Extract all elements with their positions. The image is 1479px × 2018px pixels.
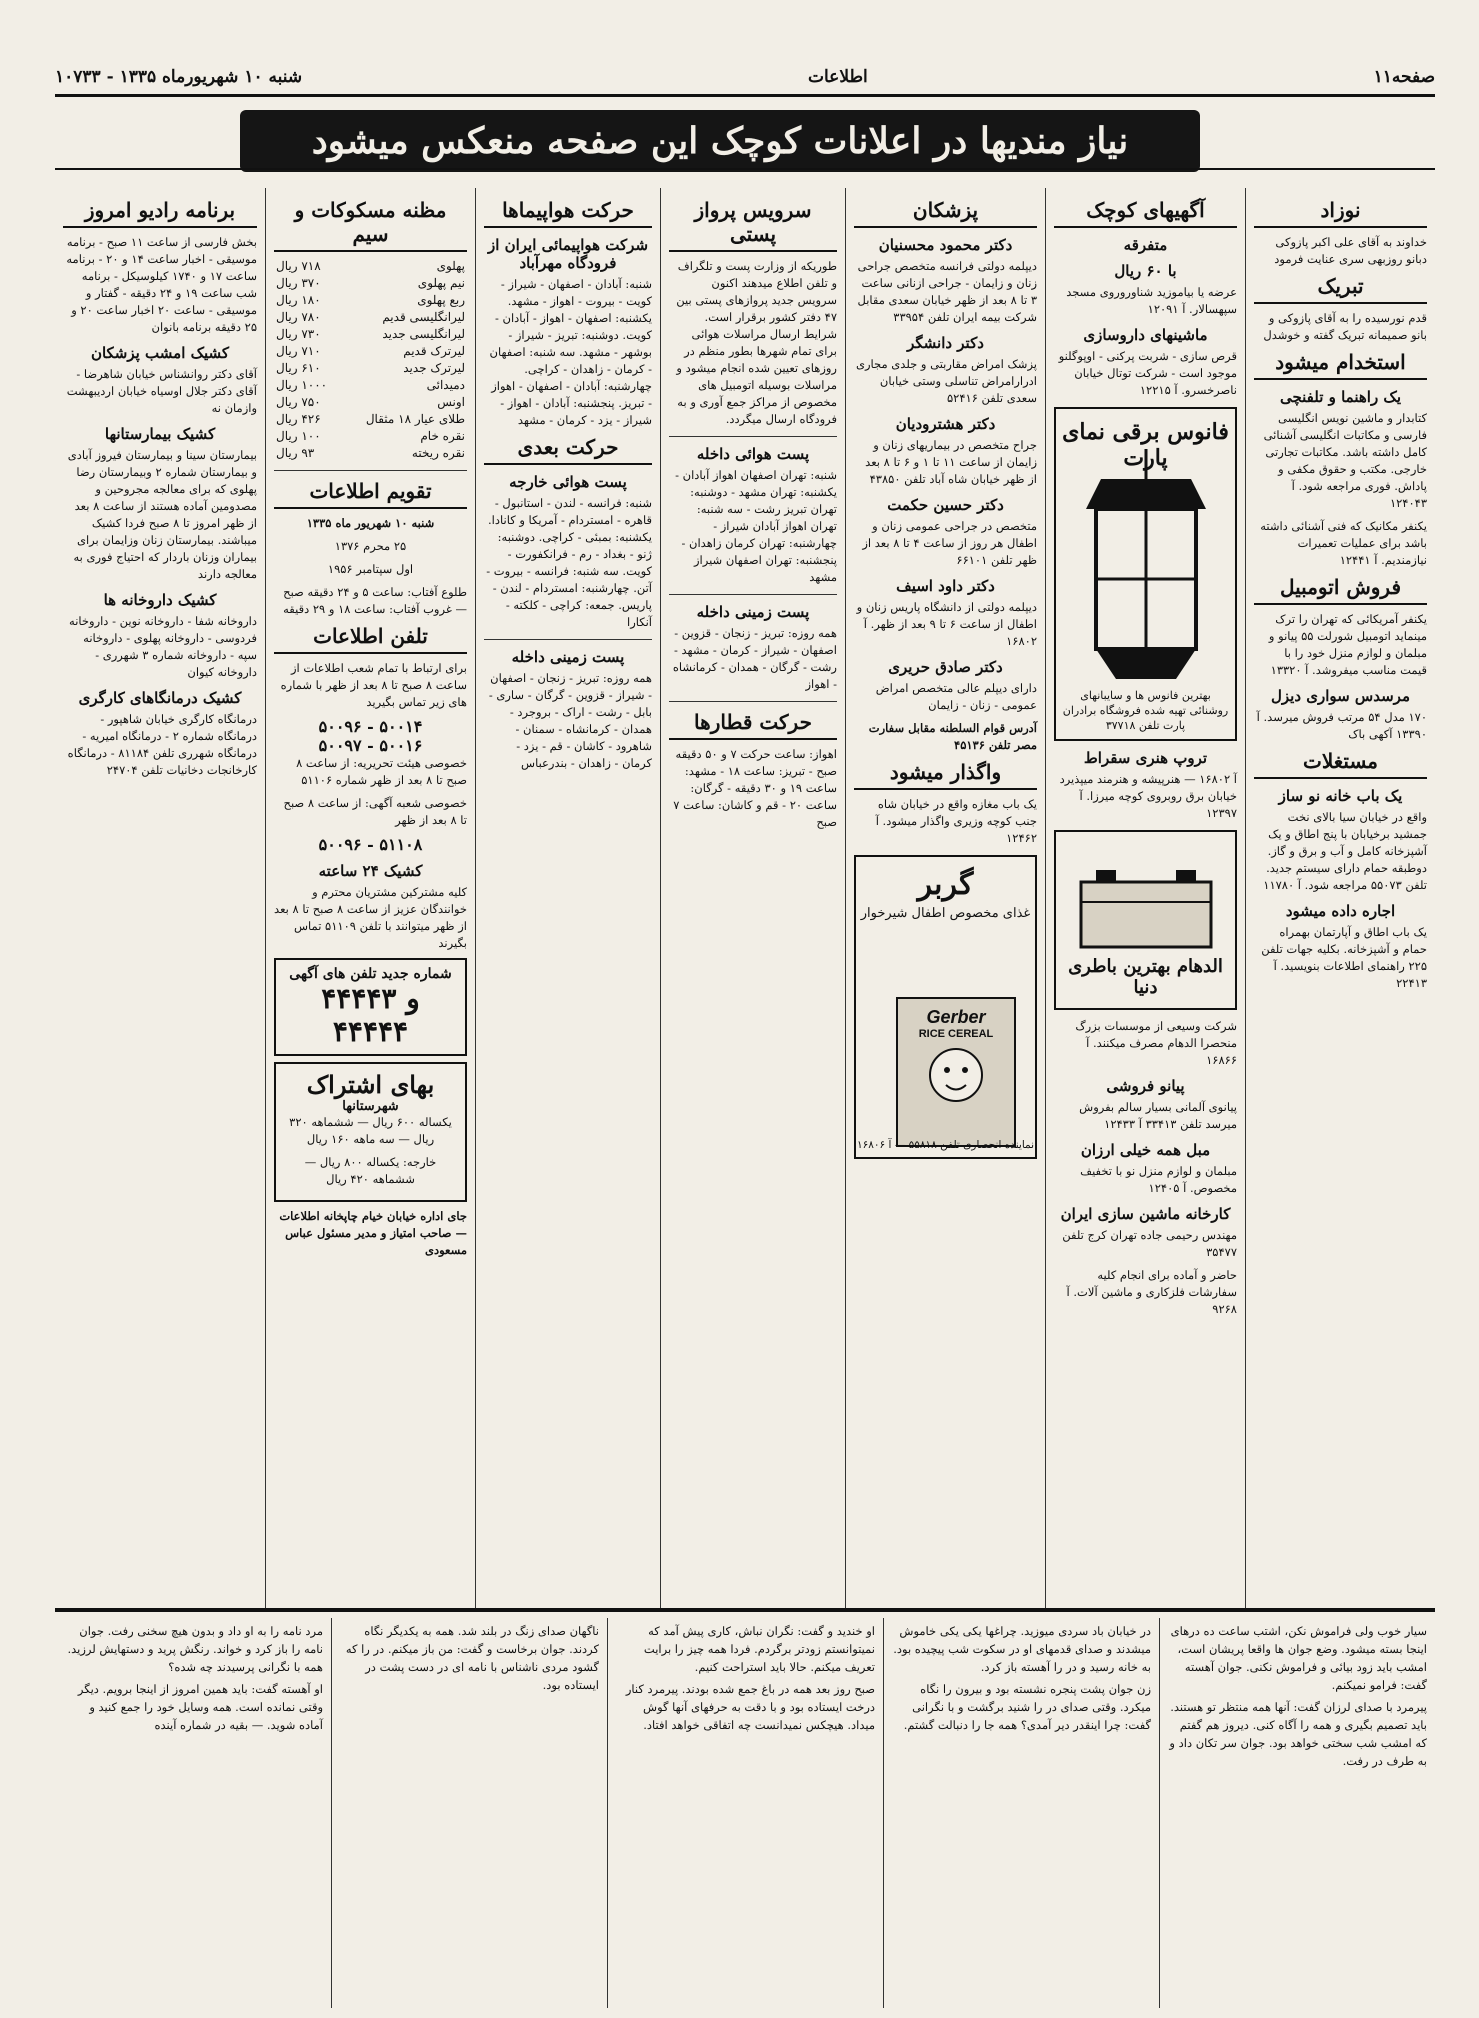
section-title-small-ads: آگهیهای کوچک bbox=[1054, 198, 1237, 228]
calendar-sun-times: طلوع آفتاب: ساعت ۵ و ۲۴ دقیقه صبح — غروب آفتاب: ساعت ۱۸ و ۲۹ دقیقه bbox=[283, 585, 467, 616]
story-paragraph: سیار خوب ولی فراموش نکن، اشتب ساعت ده درهای اینجا بسته میشود. وضع جوان ها واقعا پریشان است، امشب باید زود بیائی و فراموش نکنی. جوان آهسته گفت: فرامو نمیکنم. bbox=[1170, 1624, 1427, 1692]
battery-ad-title: الدهام بهترین باطری دنیا bbox=[1068, 956, 1223, 998]
coin-rate-label: نقره خام bbox=[420, 429, 465, 443]
section-title-coin-rates: مظنه مسکوکات و سیم bbox=[274, 198, 467, 252]
gerber-product: RICE CEREAL bbox=[918, 1028, 994, 1040]
coin-rate-label: نیم پهلوی bbox=[417, 276, 465, 290]
coin-rate-row bbox=[274, 445, 467, 462]
story-paragraph: زن جوان پشت پنجره نشسته بود و بیرون را نگاه میکرد. وقتی صدای در را شنید برگشت و با نگرانی گفت: چرا اینقدر دیر آمدی؟ همه جا را دنبالت گشتم. bbox=[903, 1682, 1151, 1732]
car-sale-text: یکنفر آمریکائی که تهران را ترک مینماید اتومبیل شورلت ۵۵ پیانو و مبلمان و لوازم منزل خود را با قیمت مناسب میفروشد. آ ۱۳۳۲۰ bbox=[1268, 612, 1427, 677]
section-title-congrats: تبریک bbox=[1254, 274, 1427, 304]
story-column-1 bbox=[1159, 1618, 1435, 2008]
coin-rate-row bbox=[274, 377, 467, 394]
battery-ad-text: شرکت وسیعی از موسسات بزرگ منحصرا الدهام مصرف میکنند. آ ۱۶۸۶۶ bbox=[1075, 1019, 1237, 1067]
land-mail-text-2: همه روزه: تبریز - زنجان - اصفهان - شیراز - قزوین - گرگان - ساری - بابل - رشت - اراک - بروجرد - همدان - کرمانشاه - سمنان - شاهرود - کاشان - قم - یزد - کرمان - زاهدان - بندرعباس bbox=[488, 671, 652, 770]
section-title-employment: استخدام میشود bbox=[1254, 350, 1427, 380]
page-number: صفحه۱۱ bbox=[1373, 67, 1435, 87]
coin-rate-value: ۷۱۸ ریال bbox=[276, 259, 321, 273]
section-title-doctors: پزشکان bbox=[854, 198, 1037, 228]
classified-banner: نیاز مندیها در اعلانات کوچک این صفحه منعکس میشود bbox=[240, 110, 1200, 172]
story-column-4 bbox=[331, 1618, 607, 2008]
ad-phones-heading: شماره جدید تلفن های آگهی bbox=[289, 966, 452, 982]
section-title-transfer: واگذار میشود bbox=[854, 760, 1037, 790]
land-mail-text: همه روزه: تبریز - زنجان - قزوین - اصفهان - شیراز - کرمان - مشهد - رشت - گرگان - همدان - کرمانشاه - اهواز bbox=[672, 626, 837, 691]
calendar-gregorian: اول سپتامبر ۱۹۵۶ bbox=[327, 562, 414, 576]
doctor-text: دیپلمه دولتی فرانسه متخصص جراحی زنان و زایمان - جراحی ازنانی ساعت ۳ تا ۸ بعد از ظهر خیابان سعدی مقابل شرکت بیمه ایران تلفن ۳۳۹۵۴ bbox=[857, 259, 1037, 324]
column-rates-calendar bbox=[265, 188, 475, 1608]
coin-rate-value: ۶۱۰ ریال bbox=[276, 361, 321, 375]
coin-rate-row bbox=[274, 258, 467, 275]
coin-rate-value: ۱۸۰ ریال bbox=[276, 293, 321, 307]
congrats-text: قدم نورسیده را به آقای پازوکی و بانو صمیمانه تبریک گفته و خوشدل bbox=[1263, 311, 1427, 342]
furniture-text: مبلمان و لوازم منزل نو با تخفیف مخصوص. آ ۱۲۴۰۵ bbox=[1080, 1164, 1237, 1195]
births-text: خداوند به آقای علی اکبر پازوکی دبانو روزبهی سری عنایت فرمود bbox=[1274, 235, 1427, 266]
rent-text: یک باب اطاق و آپارتمان بهمراه حمام و آشپزخانه. بکلیه جهات تلفن ۲۲۵ راهنمای اطلاعات بنویسید. آ ۲۲۴۱۳ bbox=[1261, 925, 1427, 990]
pharmacies-on-call-heading: کشیک داروخانه ها bbox=[103, 591, 217, 609]
subscription-subheading: شهرستانها bbox=[342, 1099, 399, 1114]
phone-numbers-1: ۵۰۰۹۶ - ۵۰۰۱۴ bbox=[318, 717, 423, 736]
phone-numbers-3: ۵۰۰۹۶ - ۵۱۱۰۸ bbox=[318, 835, 423, 854]
land-mail-heading: پست زمینی داخله bbox=[696, 603, 810, 621]
piano-text: پیانوی آلمانی بسیار سالم بفروش میرسد تلفن ۳۳۴۱۳ آ ۱۲۴۳۳ bbox=[1079, 1100, 1237, 1131]
factory-heading: کارخانه ماشین سازی ایران bbox=[1060, 1205, 1231, 1223]
rent-heading: اجاره داده میشود bbox=[1285, 902, 1396, 920]
doctor-text: دارای دیپلم عالی متخصص امراض عمومی - زنان - زایمان bbox=[875, 681, 1037, 712]
foreign-air-mail-heading: پست هوائی خارجه bbox=[509, 473, 627, 491]
story-paragraph: او خندید و گفت: نگران نباش، کاری پیش آمد که نمیتوانستم زودتر برگردم. فردا همه چیز را برایت تعریف میکنم. حالا باید استراحت کنیم. bbox=[643, 1624, 875, 1674]
coin-rate-row bbox=[274, 309, 467, 326]
furniture-heading: مبل همه خیلی ارزان bbox=[1080, 1141, 1211, 1159]
coin-rate-value: ۳۷۰ ریال bbox=[276, 276, 321, 290]
coin-rate-label: لیرانگلیسی قدیم bbox=[382, 310, 465, 324]
misc-text: عرضه یا بیاموزید شناوروروی مسجد سپهسالار. آ ۱۲۰۹۱ bbox=[1066, 285, 1237, 316]
employment-text: کتابدار و ماشین نویس انگلیسی فارسی و مکاتبات انگلیسی آشنائی کامل داشته باشد. مکاتبات تجارتی خارجی. مکتب و حقوق مکفی و پاداش. فوری مراجعه شود. آ ۱۲۴۰۴۳ bbox=[1263, 411, 1427, 510]
phones-text-3: خصوصی شعبه آگهی: از ساعت ۸ صبح تا ۸ بعد از ظهر bbox=[283, 796, 467, 827]
coin-rate-label: لیرترک قدیم bbox=[403, 344, 465, 358]
price-heading: با ۶۰ ریال bbox=[1114, 262, 1177, 280]
story-paragraph: در خیابان باد سردی میوزید. چراغها یکی یکی خاموش میشدند و صدای قدمهای او در سکوت شب پیچیده بود. به خانه رسید و در را آهسته باز کرد. bbox=[893, 1624, 1151, 1674]
gerber-note: نماینده انحصاری تلفن ۵۵۸۱۸ — آ ۱۶۸۰۶ bbox=[856, 1139, 1035, 1151]
column-births-ads bbox=[1245, 188, 1435, 1608]
newspaper-name: اطلاعات bbox=[808, 67, 868, 87]
doctor-name: دکتر محمود محسنیان bbox=[878, 236, 1013, 254]
coin-rate-label: نقره ریخته bbox=[411, 446, 465, 460]
story-column-3 bbox=[607, 1618, 883, 2008]
postal-text: طوریکه از وزارت پست و تلگراف و تلفن اطلاع میدهند اکنون سرویس جدید پروازهای پستی بین ۴۷ دفتر کشور برقرار است. شرایط ارسال مراسلات هوائی برای تمام شهرها بطور منظم در روزهای تعیین شده انجام میشود و مراسلات بوسیله اتومبیل های مخصوص از مراکز جمع آوری و به فرودگاه ارسال میگردد. bbox=[676, 259, 837, 426]
column-radio-services bbox=[55, 188, 265, 1608]
column-postal bbox=[660, 188, 845, 1608]
coin-rate-value: ۷۵۰ ریال bbox=[276, 395, 321, 409]
coin-rate-value: ۷۳۰ ریال bbox=[276, 327, 321, 341]
section-title-flights: حرکت هواپیماها bbox=[484, 198, 652, 228]
factory-text-2: حاضر و آماده برای انجام کلیه سفارشات فلزکاری و ماشین آلات. آ ۹۲۶۸ bbox=[1066, 1268, 1237, 1316]
theater-heading: تروپ هنری سقراط bbox=[1083, 749, 1208, 767]
service-24h-text: کلیه مشترکین مشتریان محترم و خوانندگان عزیز از ساعت ۸ صبح تا ۸ بعد از ظهر میتوانند با تلفن ۵۱۱۰۹ تماس بگیرند bbox=[274, 885, 467, 950]
section-title-phones: تلفن اطلاعات bbox=[274, 624, 467, 654]
phones-text: برای ارتباط با تمام شعب اطلاعات از ساعت ۸ صبح تا ۸ بعد از ظهر با شماره های زیر تماس بگیرید bbox=[280, 661, 467, 709]
coin-rate-label: لیرانگلیسی جدید bbox=[382, 327, 465, 341]
mercedes-text: ۱۷۰ مدل ۵۴ مرتب فروش میرسد. آ ۱۳۳۹۰ آکهی باک bbox=[1256, 710, 1427, 741]
coin-rate-label: پهلوی bbox=[436, 259, 465, 273]
lamp-ad-subtitle: بهترین فانوس ها و سایبانهای روشنائی تهیه شده فروشگاه برادران پارت تلفن ۳۷۷۱۸ bbox=[1062, 689, 1229, 732]
banner-divider bbox=[55, 168, 1435, 170]
doctor-address: آدرس قوام السلطنه مقابل سفارت مصر تلفن ۴۵۱۳۶ bbox=[868, 721, 1037, 752]
cereal-box-image bbox=[896, 997, 1016, 1147]
battery-advertisement bbox=[1054, 830, 1237, 1010]
column-small-ads bbox=[1045, 188, 1245, 1608]
domestic-air-mail-heading: پست هوائی داخله bbox=[696, 445, 810, 463]
misc-heading: متفرقه bbox=[1123, 236, 1168, 254]
radio-text: بخش فارسی از ساعت ۱۱ صبح - برنامه موسیقی - اخبار ساعت ۱۴ و ۲۰ - برنامه ساعت ۱۷ و ۱۷۴۰ کیلوسیکل - برنامه شب ساعت ۱۹ و ۲۴ دقیقه - گفتار و موسیقی - ساعت ۲۰ اخبار ساعت ۲۰ و ۲۵ دقیقه برنامه بانوان bbox=[66, 235, 257, 334]
coin-rates-table bbox=[274, 258, 467, 462]
subscription-domestic: یکساله ۶۰۰ ریال — ششماهه ۳۲۰ ریال — سه ماهه ۱۶۰ ریال bbox=[289, 1115, 452, 1146]
calendar-lunar: ۲۵ محرم ۱۳۷۶ bbox=[334, 539, 407, 553]
doctor-text: متخصص در جراحی عمومی زنان و اطفال هر روز از ساعت ۴ تا ۸ بعد از ظهر تلفن ۶۶۱۰۱ bbox=[862, 519, 1037, 567]
coin-rate-label: ربع پهلوی bbox=[417, 293, 465, 307]
clinics-on-call-text: درمانگاه کارگری خیابان شاهپور - درمانگاه شماره ۲ - درمانگاه امیریه - درمانگاه شهرری تلفن ۸۱۱۸۴ - درمانگاه کارخانجات دخانیات تلفن ۲۴۷۰۴ bbox=[67, 712, 257, 777]
classifieds-section bbox=[55, 188, 1435, 1612]
transfer-text: یک باب مغازه واقع در خیابان شاه جنب کوچه وزیری واگذار میشود. آ ۱۲۴۶۲ bbox=[875, 797, 1037, 845]
section-title-postal: سرویس پرواز پستی bbox=[669, 198, 837, 252]
lamp-advertisement bbox=[1054, 407, 1237, 741]
trains-text: اهواز: ساعت حرکت ۷ و ۵۰ دقیقه صبح - تبریز: ساعت ۱۸ - مشهد: ساعت ۱۹ و ۳۰ دقیقه - گرگان: ساعت ۲۰ - قم و کاشان: ساعت ۷ صبح bbox=[673, 747, 837, 829]
coin-rate-row bbox=[274, 292, 467, 309]
pharmacies-on-call-text: داروخانه شفا - داروخانه نوین - داروخانه فردوسی - داروخانه پهلوی - داروخانه سپه - داروخانه شماره ۳ شهرری - داروخانه کیوان bbox=[69, 614, 257, 679]
doctors-on-call-text: آقای دکتر روانشناس خیابان شاهرضا - آقای دکتر جلال اوسیاه خیابان اردیبهشت وازمان نه bbox=[66, 367, 257, 415]
coin-rate-value: ۴۲۶ ریال bbox=[276, 412, 321, 426]
phones-text-2: خصوصی هیئت تحریریه: از ساعت ۸ صبح تا ۸ بعد از ظهر شماره ۵۱۱۰۶ bbox=[296, 756, 467, 787]
phone-numbers-2: ۵۰۰۹۷ - ۵۰۰۱۶ bbox=[318, 736, 423, 755]
coin-rate-label: لیرترک جدید bbox=[403, 361, 465, 375]
coin-rate-row bbox=[274, 428, 467, 445]
doctor-text: جراح متخصص در بیماریهای زنان و زایمان از ساعت ۱۱ تا ۱ و ۶ تا ۸ بعد از ظهر خیابان شاه آباد تلفن ۴۳۸۵۰ bbox=[865, 438, 1037, 486]
hospitals-on-call-heading: کشیک بیمارستانها bbox=[104, 425, 216, 443]
coin-rate-label: طلای عیار ۱۸ مثقال bbox=[365, 412, 465, 426]
story-paragraph: مرد نامه را به او داد و بدون هیچ سخنی رفت. جوان نامه را باز کرد و خواند. رنگش پرید و دستهایش لرزید. همه با نگرانی پرسیدند چه شده؟ bbox=[67, 1624, 323, 1674]
gerber-brand: Gerber bbox=[926, 1007, 986, 1027]
coin-rate-row bbox=[274, 343, 467, 360]
subscription-heading: بهای اشتراک bbox=[306, 1070, 435, 1099]
pharma-machines-text: قرص سازی - شربت پرکنی - اوپوگلنو موجود است - شرکت توتال خیابان ناصرخسرو. آ ۱۲۲۱۵ bbox=[1058, 349, 1237, 397]
domestic-air-mail-text: شنبه: تهران اصفهان اهواز آبادان - یکشنبه: تهران مشهد - دوشنبه: تهران تبریز رشت - سه شنبه: تهران اهواز آبادان شیراز - چهارشنبه: تهران کرمان زاهدان - پنجشنبه: تهران اصفهان شیراز مشهد bbox=[675, 468, 837, 584]
coin-rate-row bbox=[274, 360, 467, 377]
story-paragraph: پیرمرد با صدای لرزان گفت: آنها همه منتظر تو هستند. باید تصمیم بگیری و همه را آگاه کنی. دیروز هم گفتم که امشب شب سختی خواهد بود. جوان سر تکان داد و به طرف در رفت. bbox=[1169, 1700, 1427, 1768]
employment-heading: یک راهنما و تلفنچی bbox=[1279, 388, 1402, 406]
gerber-advertisement bbox=[854, 855, 1037, 1159]
gerber-ad-title: گربر bbox=[917, 867, 974, 902]
airline-heading: شرکت هواپیمائی ایران از فرودگاه مهرآباد bbox=[487, 236, 649, 272]
doctor-text: دیپلمه دولتی از دانشگاه پاریس زنان و اطفال از ساعت ۶ تا ۹ بعد از ظهر. آ ۱۶۸۰۲ bbox=[856, 600, 1037, 648]
land-mail-heading-2: پست زمینی داخله bbox=[511, 648, 625, 666]
imprint: جای اداره خیابان خیام چاپخانه اطلاعات — صاحب امتیاز و مدیر مسئول عباس مسعودی bbox=[279, 1209, 467, 1257]
coin-rate-row bbox=[274, 411, 467, 428]
column-flights bbox=[475, 188, 660, 1608]
doctors-on-call-heading: کشیک امشب پزشکان bbox=[90, 344, 230, 362]
baby-face-icon bbox=[926, 1040, 986, 1110]
mercedes-heading: مرسدس سواری دیزل bbox=[1270, 687, 1410, 705]
foreign-air-mail-text: شنبه: فرانسه - لندن - استانبول - قاهره - امستردام - آمریکا و کانادا. یکشنبه: بمبئی - کراچی. دوشنبه: ژنو - بغداد - رم - فرانکفورت - کویت. سه شنبه: فرانسه - بیروت - آتن. چهارشنبه: امستردام - لندن - پاریس. جمعه: کراچی - کلکته - آنکارا bbox=[486, 496, 652, 629]
coin-rate-label: دمیدائی bbox=[426, 378, 465, 392]
battery-icon bbox=[1076, 862, 1216, 952]
coin-rate-row bbox=[274, 275, 467, 292]
ad-phone-numbers: ۴۴۴۴۳ و ۴۴۴۴۴ bbox=[321, 982, 420, 1048]
coin-rate-row bbox=[274, 394, 467, 411]
employment-text-2: یکنفر مکانیک که فنی آشنائی داشته باشد برای عملیات تعمیرات نیازمندیم. آ ۱۲۴۴۱ bbox=[1260, 519, 1427, 567]
subscription-box bbox=[274, 1062, 467, 1202]
section-title-radio: برنامه رادیو امروز bbox=[63, 198, 257, 228]
doctor-name: دکتر داود اسیف bbox=[896, 577, 995, 595]
subscription-foreign: خارجه: یکساله ۸۰۰ ریال — ششماهه ۴۲۰ ریال bbox=[304, 1155, 437, 1186]
serial-story bbox=[55, 1618, 1435, 2008]
section-title-births: نوزاد bbox=[1254, 198, 1427, 228]
pharma-machines-heading: ماشینهای داروسازی bbox=[1083, 326, 1208, 344]
issue-date: شنبه ۱۰ شهریورماه ۱۳۳۵ - ۱۰۷۳۳ bbox=[55, 67, 303, 87]
section-title-car-sale: فروش اتومبیل bbox=[1254, 575, 1427, 605]
ad-phones-box bbox=[274, 958, 467, 1056]
section-title-next: حرکت بعدی bbox=[484, 435, 652, 465]
doctor-name: دکتر حسین حکمت bbox=[887, 496, 1004, 514]
lamp-ad-title: فانوس برقی نمای پارت bbox=[1062, 419, 1229, 471]
theater-text: آ ۱۶۸۰۲ — هنرپیشه و هنرمند میپذیرد خیابان برق روبروی کوچه میرزا. آ ۱۲۳۹۷ bbox=[1059, 772, 1237, 820]
story-column-2 bbox=[883, 1618, 1159, 2008]
story-column-5 bbox=[55, 1618, 331, 2008]
piano-heading: پیانو فروشی bbox=[1106, 1077, 1185, 1095]
story-paragraph: او آهسته گفت: باید همین امروز از اینجا برویم. دیگر وقتی نمانده است. همه وسایل خود را جمع کنید و آماده شوید. — بقیه در شماره آینده bbox=[77, 1682, 323, 1732]
service-24h-heading: کشیک ۲۴ ساعته bbox=[318, 862, 423, 880]
gerber-ad-subtitle: غذای مخصوص اطفال شیرخوار bbox=[860, 906, 1031, 921]
doctor-name: دکتر صادق حریری bbox=[888, 658, 1003, 676]
coin-rate-value: ۷۸۰ ریال bbox=[276, 310, 321, 324]
section-title-trains: حرکت قطارها bbox=[669, 710, 837, 740]
flights-text: شنبه: آبادان - اصفهان - شیراز - کویت - بیروت - اهواز - مشهد. یکشنبه: اصفهان - اهواز - آبادان - کویت. دوشنبه: تبریز - شیراز - بوشهر - مشهد. سه شنبه: اصفهان - کرمان - زاهدان - کراچی. چهارشنبه: آبادان - اصفهان - اهواز - تبریز. پنجشنبه: آبادان - اهواز - شیراز - یزد - کرمان - مشهد bbox=[489, 277, 652, 427]
section-title-calendar: تقویم اطلاعات bbox=[274, 479, 467, 509]
coin-rate-value: ۹۳ ریال bbox=[276, 446, 315, 460]
column-doctors bbox=[845, 188, 1045, 1608]
coin-rate-value: ۱۰۰ ریال bbox=[276, 429, 321, 443]
doctor-text: پزشک امراض مقاربتی و جلدی مجارى ادرارامراض تناسلى وستى خیابان سعدى تلفن ۵۲۴۱۶ bbox=[856, 357, 1037, 405]
factory-text: مهندس رحیمی جاده تهران کرج تلفن ۳۵۴۷۷ bbox=[1062, 1228, 1237, 1259]
house-heading: یک باب خانه نو ساز bbox=[1278, 787, 1403, 805]
lantern-icon bbox=[1071, 449, 1221, 699]
coin-rate-label: اونس bbox=[437, 395, 465, 409]
coin-rate-value: ۱۰۰۰ ریال bbox=[276, 378, 328, 392]
coin-rate-row bbox=[274, 326, 467, 343]
story-paragraph: ناگهان صدای زنگ در بلند شد. همه به یکدیگر نگاه کردند. جوان برخاست و گفت: من باز میکنم. در را که گشود مردی ناشناس با نامه ای در دست پشت در ایستاده بود. bbox=[345, 1624, 599, 1692]
section-title-real-estate: مستغلات bbox=[1254, 749, 1427, 779]
story-paragraph: صبح روز بعد همه در باغ جمع شده بودند. پیرمرد کنار درخت ایستاده بود و با دقت به حرفهای آنها گوش میداد. هیچکس نمیدانست چه اتفاقی خواهد افتاد. bbox=[625, 1682, 875, 1732]
calendar-solar: شنبه ۱۰ شهریور ماه ۱۳۳۵ bbox=[306, 516, 435, 530]
page-header bbox=[55, 60, 1435, 97]
house-text: واقع در خیابان سیا بالای نخت جمشید برخیابان با پنج اطاق و یک آشپزخانه کامل و آب و برق و گاز. دوطبقه حمام دارای سیستم جدید. تلفن ۵۵۰۷۳ مراجعه شود. آ ۱۱۷۸۰ bbox=[1263, 810, 1427, 892]
clinics-on-call-heading: کشیک درمانگاهای کارگری bbox=[78, 689, 242, 707]
hospitals-on-call-text: بیمارستان سینا و بیمارستان فیروز آبادی و بیمارستان شماره ۲ وبیمارستان رضا پهلوی که برای معالجه مجروحین و مصدومین آماده هستند از ساعت ۸ بعد از ظهر امروز تا ۸ صبح فردا کشیک میباشند. بیمارستان زنان وزایمان برای بیماران وزنان باردار که احتیاج فوری به معالجه دارند bbox=[67, 448, 257, 581]
doctor-name: دکتر دانشگر bbox=[907, 334, 984, 352]
coin-rate-value: ۷۱۰ ریال bbox=[276, 344, 321, 358]
doctor-name: دکتر هشترودیان bbox=[895, 415, 996, 433]
